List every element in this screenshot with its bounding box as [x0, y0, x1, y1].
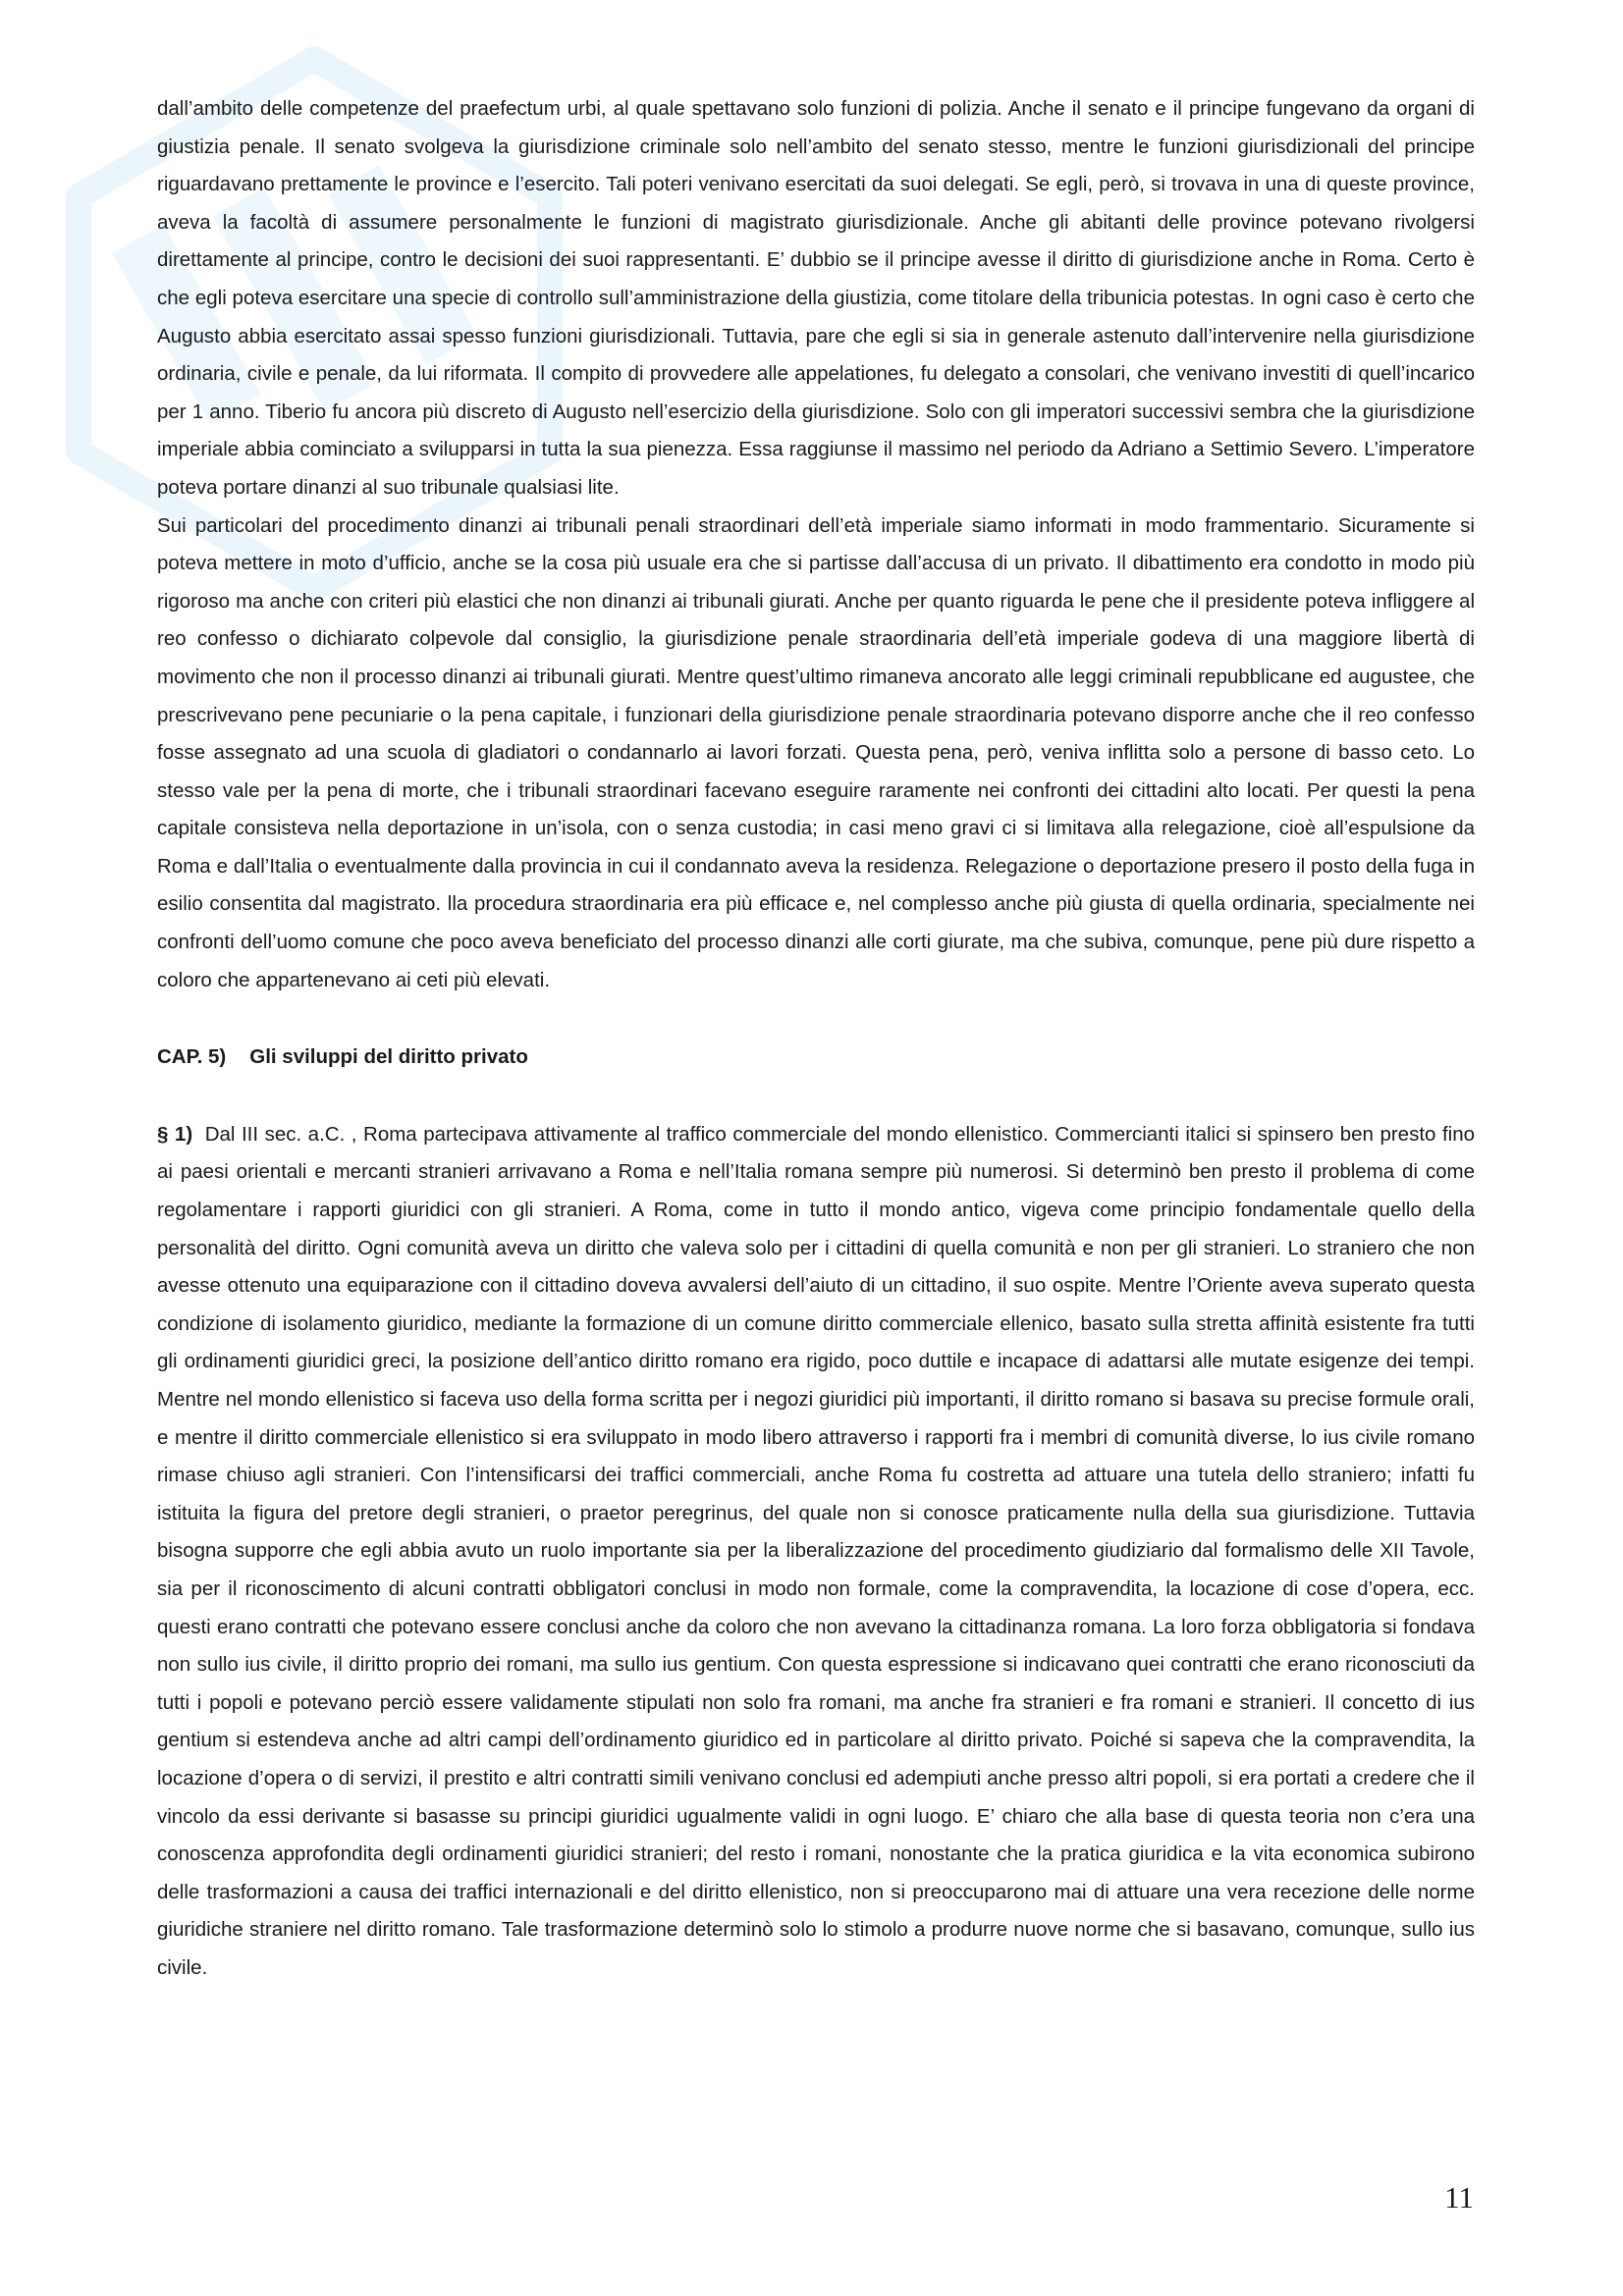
paragraph-2: Sui particolari del procedimento dinanzi ai tribunali penali straordinari dell’età imperiale siamo informati in modo frammentario. Sicuramente si poteva mettere in moto d’ufficio, anche se la cosa più usuale era che si partisse dall’accusa di un privato. Il dibattimento era condotto in modo più rigoroso ma anche con criteri più elastici che non dinanzi ai tribunali giurati. Anche per quanto riguarda le pene che il presidente poteva infliggere al reo confesso o dichiarato colpevole dal consiglio, la giurisdizione penale straordinaria dell’età imperiale godeva di una maggiore libertà di movimento che non il processo dinanzi ai tribunali giurati. Mentre quest’ultimo rimaneva ancorato alle leggi criminali repubblicane ed augustee, che prescrivevano pene pecuniarie o la pena capitale, i funzionari della giurisdizione penale straordinaria potevano disporre anche che il reo confesso fosse assegnato ad una scuola di gladiatori o condannarlo ai lavori forzati. Questa pena, però, veniva inflitta solo a persone di basso ceto. Lo stesso vale per la pena di morte, che i tribunali straordinari facevano eseguire raramente nei confronti dei cittadini alto locati. Per questi la pena capitale consisteva nella deportazione in un’isola, con o senza custodia; in casi meno gravi ci si limitava alla relegazione, cioè all’espulsione da Roma e dall’Italia o eventualmente dalla provincia in cui il condannato aveva la residenza. Relegazione o deportazione presero il posto della fuga in esilio consentita dal magistrato. lla procedura straordinaria era più efficace e, nel complesso anche più giusta di quella ordinaria, specialmente nei confronti dell’uomo comune che poco aveva beneficiato del processo dinanzi alle corti giurate, ma che subiva, comunque, pene più dure rispetto a coloro che appartenevano ai ceti più elevati. [157, 513, 1475, 991]
document-page [157, 90, 1475, 1988]
chapter-label: CAP. 5) [157, 1045, 227, 1069]
section-paragraph [157, 1116, 1475, 1988]
chapter-title: Gli sviluppi del diritto privato [249, 1045, 528, 1069]
section-number: § 1) [157, 1122, 193, 1146]
section-text: Dal III sec. a.C. , Roma partecipava attivamente al traffico commerciale del mondo ellenistico. Commercianti italici si spinsero ben presto fino ai paesi orientali e mercanti stranieri arrivavano a Roma e nell’Italia romana sempre più numerosi. Si determinò ben presto il problema di come regolamentare i rapporti giuridici con gli stranieri. A Roma, come in tutto il mondo antico, vigeva come principio fondamentale quello della personalità del diritto. Ogni comunità aveva un diritto che valeva solo per i cittadini di quella comunità e non per gli stranieri. Lo straniero che non avesse ottenuto una equiparazione con il cittadino doveva avvalersi dell’aiuto di un cittadino, il suo ospite. Mentre l’Oriente aveva superato questa condizione di isolamento giuridico, mediante la formazione di un comune diritto commerciale ellenico, basato sulla stretta affinità esistente fra tutti gli ordinamenti giuridici greci, la posizione dell’antico diritto romano era rigido, poco duttile e incapace di adattarsi alle mutate esigenze dei tempi. Mentre nel mondo ellenistico si faceva uso della forma scritta per i negozi giuridici più importanti, il diritto romano si basava su precise formule orali, e mentre il diritto commerciale ellenistico si era sviluppato in modo libero attraverso i rapporti fra i membri di comunità diverse, lo ius civile romano rimase chiuso agli stranieri. Con l’intensificarsi dei traffici commerciali, anche Roma fu costretta ad attuare una tutela dello straniero; infatti fu istituita la figura del pretore degli stranieri, o praetor peregrinus, del quale non si conosce praticamente nulla della sua giurisdizione. Tuttavia bisogna supporre che egli abbia avuto un ruolo importante sia per la liberalizzazione del procedimento giudiziario dal formalismo delle XII Tavole, sia per il riconoscimento di alcuni contratti obbligatori conclusi in modo non formale, come la compravendita, la locazione di cose d’opera, ecc. questi erano contratti che potevano essere conclusi anche da coloro che non avevano la cittadinanza romana. La loro forza obbligatoria si fondava non sullo ius civile, il diritto proprio dei romani, ma sullo ius gentium. Con questa espressione si indicavano quei contratti che erano riconosciuti da tutti i popoli e potevano perciò essere validamente stipulati non solo fra romani, ma anche fra stranieri e fra romani e stranieri. Il concetto di ius gentium si estendeva anche ad altri campi dell’ordinamento giuridico ed in particolare al diritto privato. Poiché si sapeva che la compravendita, la locazione d’opera o di servizi, il prestito e altri contratti simili venivano conclusi ed adempiuti anche presso altri popoli, si era portati a credere che il vincolo da essi derivante si basasse su principi giuridici ugualmente validi in ogni luogo. E’ chiaro che alla base di questa teoria non c’era una conoscenza approfondita degli ordinamenti giuridici stranieri; del resto i romani, nonostante che la pratica giuridica e la vita economica subirono delle trasformazioni a causa dei traffici internazionali e del diritto ellenistico, non si preoccuparono mai di attuare una vera recezione delle norme giuridiche straniere nel diritto romano. Tale trasformazione determinò solo lo stimolo a produrre nuove norme che si basavano, comunque, sullo ius civile. [157, 1122, 1476, 1979]
chapter-heading [157, 1039, 1475, 1077]
paragraph-1: dall’ambito delle competenze del praefectum urbi, al quale spettavano solo funzioni di polizia. Anche il senato e il principe fungevano da organi di giustizia penale. Il senato svolgeva la giurisdizione criminale solo nell’ambito del senato stesso, mentre le funzioni giurisdizionali del principe riguardavano prettamente le province e l’esercito. Tali poteri venivano esercitati da suoi delegati. Se egli, però, si trovava in una di queste province, aveva la facoltà di assumere personalmente le funzioni di magistrato giurisdizionale. Anche gli abitanti delle province potevano rivolgersi direttamente al principe, contro le decisioni dei suoi rappresentanti. E’ dubbio se il principe avesse il diritto di giurisdizione anche in Roma. Certo è che egli poteva esercitare una specie di controllo sull’amministrazione della giustizia, come titolare della tribunicia potestas. In ogni caso è certo che Augusto abbia esercitato assai spesso funzioni giurisdizionali. Tuttavia, pare che egli si sia in generale astenuto dall’intervenire nella giurisdizione ordinaria, civile e penale, da lui riformata. Il compito di provvedere alle appelationes, fu delegato a consolari, che venivano investiti di quell’incarico per 1 anno. Tiberio fu ancora più discreto di Augusto nell’esercizio della giurisdizione. Solo con gli imperatori successivi sembra che la giurisdizione imperiale abbia cominciato a svilupparsi in tutta la sua pienezza. Essa raggiunse il massimo nel periodo da Adriano a Settimio Severo. L’imperatore poteva portare dinanzi al suo tribunale qualsiasi lite. [157, 97, 1475, 499]
page-number: 11 [1444, 2180, 1474, 2215]
